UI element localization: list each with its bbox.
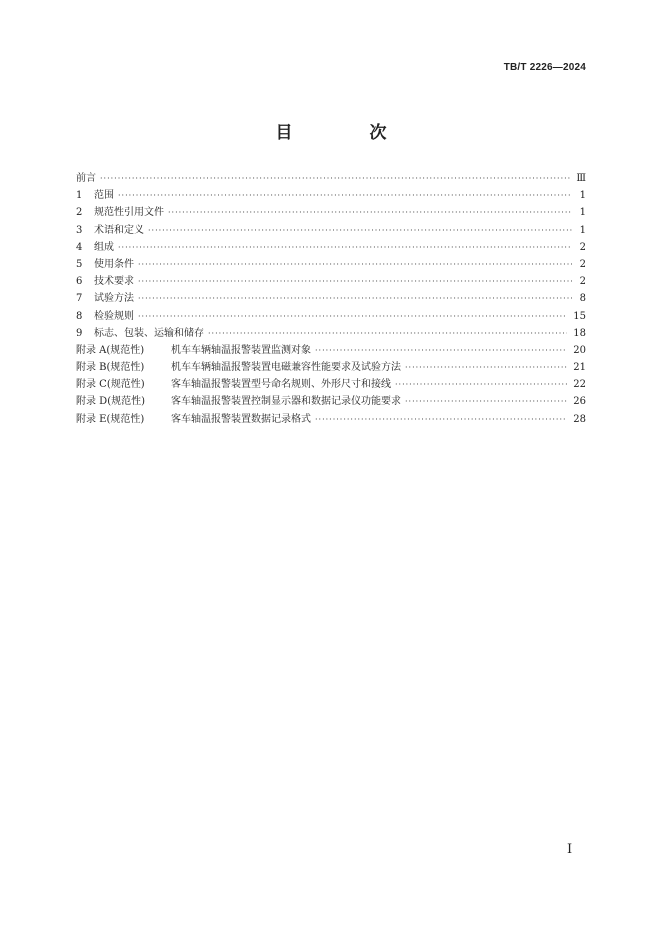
toc-entry-annex-a[interactable] <box>76 342 586 359</box>
toc-entry-inspection-rules[interactable] <box>76 308 586 325</box>
toc-entry-terms-definitions[interactable] <box>76 222 586 239</box>
toc-entry-page: 1 <box>579 190 586 202</box>
toc-entry-label: 使用条件 <box>94 258 134 270</box>
toc-entry-label: 客车轴温报警装置数据记录格式 <box>171 413 311 425</box>
toc-entry-label: 术语和定义 <box>94 224 144 236</box>
toc-entry-label: 检验规则 <box>94 310 134 322</box>
toc-entry-label: 标志、包装、运输和储存 <box>94 327 204 339</box>
dot-leader <box>138 290 572 307</box>
toc-entry-test-methods[interactable] <box>76 290 586 307</box>
toc-entry-page: 26 <box>573 396 586 408</box>
dot-leader <box>148 222 572 239</box>
toc-entry-number: 7 <box>76 293 83 305</box>
toc-entry-label: 前言 <box>76 173 96 184</box>
dot-leader <box>405 393 567 410</box>
toc-entry-number: 9 <box>76 327 83 339</box>
toc-entry-page: 21 <box>573 362 586 374</box>
toc-annex-label: 附录 A(规范性) <box>76 344 145 356</box>
toc-entry-label: 机车车辆轴温报警装置监测对象 <box>171 344 311 356</box>
table-of-contents <box>76 170 586 428</box>
toc-entry-number: 1 <box>76 190 83 202</box>
toc-entry-page: 1 <box>579 207 586 219</box>
toc-entry-annex-e[interactable] <box>76 411 586 428</box>
toc-annex-label: 附录 C(规范性) <box>76 379 145 391</box>
toc-entry-scope[interactable] <box>76 187 586 204</box>
toc-entry-page: Ⅲ <box>576 173 586 184</box>
toc-title: 目 次 <box>275 123 417 143</box>
toc-entry-normative-references[interactable] <box>76 204 586 221</box>
dot-leader <box>168 204 572 221</box>
toc-entry-number: 5 <box>76 258 83 270</box>
toc-entry-label: 范围 <box>94 190 114 202</box>
toc-entry-number: 2 <box>76 207 83 219</box>
toc-entry-number: 4 <box>76 241 83 253</box>
toc-entry-number: 8 <box>76 310 83 322</box>
toc-entry-annex-b[interactable] <box>76 359 586 376</box>
dot-leader <box>118 239 572 256</box>
toc-annex-label: 附录 E(规范性) <box>76 413 145 425</box>
toc-entry-annex-c[interactable] <box>76 376 586 393</box>
toc-entry-page: 18 <box>573 327 586 339</box>
page-number: Ⅰ <box>567 842 573 857</box>
dot-leader <box>138 256 572 273</box>
toc-entry-label: 试验方法 <box>94 293 134 305</box>
toc-entry-page: 22 <box>573 379 586 391</box>
toc-entry-number: 3 <box>76 224 83 236</box>
toc-entry-conditions-of-use[interactable] <box>76 256 586 273</box>
toc-entry-page: 28 <box>573 413 586 425</box>
toc-entry-annex-d[interactable] <box>76 393 586 410</box>
dot-leader <box>138 273 572 290</box>
dot-leader <box>315 342 567 359</box>
toc-entry-page: 8 <box>579 293 586 305</box>
toc-entry-page: 15 <box>573 310 586 322</box>
toc-entry-label: 组成 <box>94 241 114 253</box>
toc-entry-composition[interactable] <box>76 239 586 256</box>
dot-leader <box>118 187 572 204</box>
toc-entry-technical-requirements[interactable] <box>76 273 586 290</box>
standard-code: TB/T 2226—2024 <box>503 62 586 73</box>
toc-entry-page: 1 <box>579 224 586 236</box>
toc-entry-page: 2 <box>579 258 586 270</box>
toc-entry-page: 2 <box>579 241 586 253</box>
dot-leader <box>395 376 567 393</box>
toc-entry-label: 规范性引用文件 <box>94 207 164 219</box>
dot-leader <box>100 170 570 187</box>
toc-entry-page: 20 <box>573 344 586 356</box>
dot-leader <box>208 325 567 342</box>
dot-leader <box>138 308 567 325</box>
toc-entry-foreword[interactable] <box>76 170 586 187</box>
toc-entry-label: 客车轴温报警装置控制显示器和数据记录仪功能要求 <box>171 396 401 408</box>
toc-entry-label: 客车轴温报警装置型号命名规则、外形尺寸和接线 <box>171 379 391 391</box>
toc-entry-label: 技术要求 <box>94 276 134 288</box>
dot-leader <box>405 359 567 376</box>
toc-annex-label: 附录 D(规范性) <box>76 396 145 408</box>
toc-annex-label: 附录 B(规范性) <box>76 362 145 374</box>
toc-entry-marking-packaging[interactable] <box>76 325 586 342</box>
toc-entry-label: 机车车辆轴温报警装置电磁兼容性能要求及试验方法 <box>171 362 401 374</box>
toc-entry-number: 6 <box>76 276 83 288</box>
dot-leader <box>315 411 567 428</box>
toc-entry-page: 2 <box>579 276 586 288</box>
